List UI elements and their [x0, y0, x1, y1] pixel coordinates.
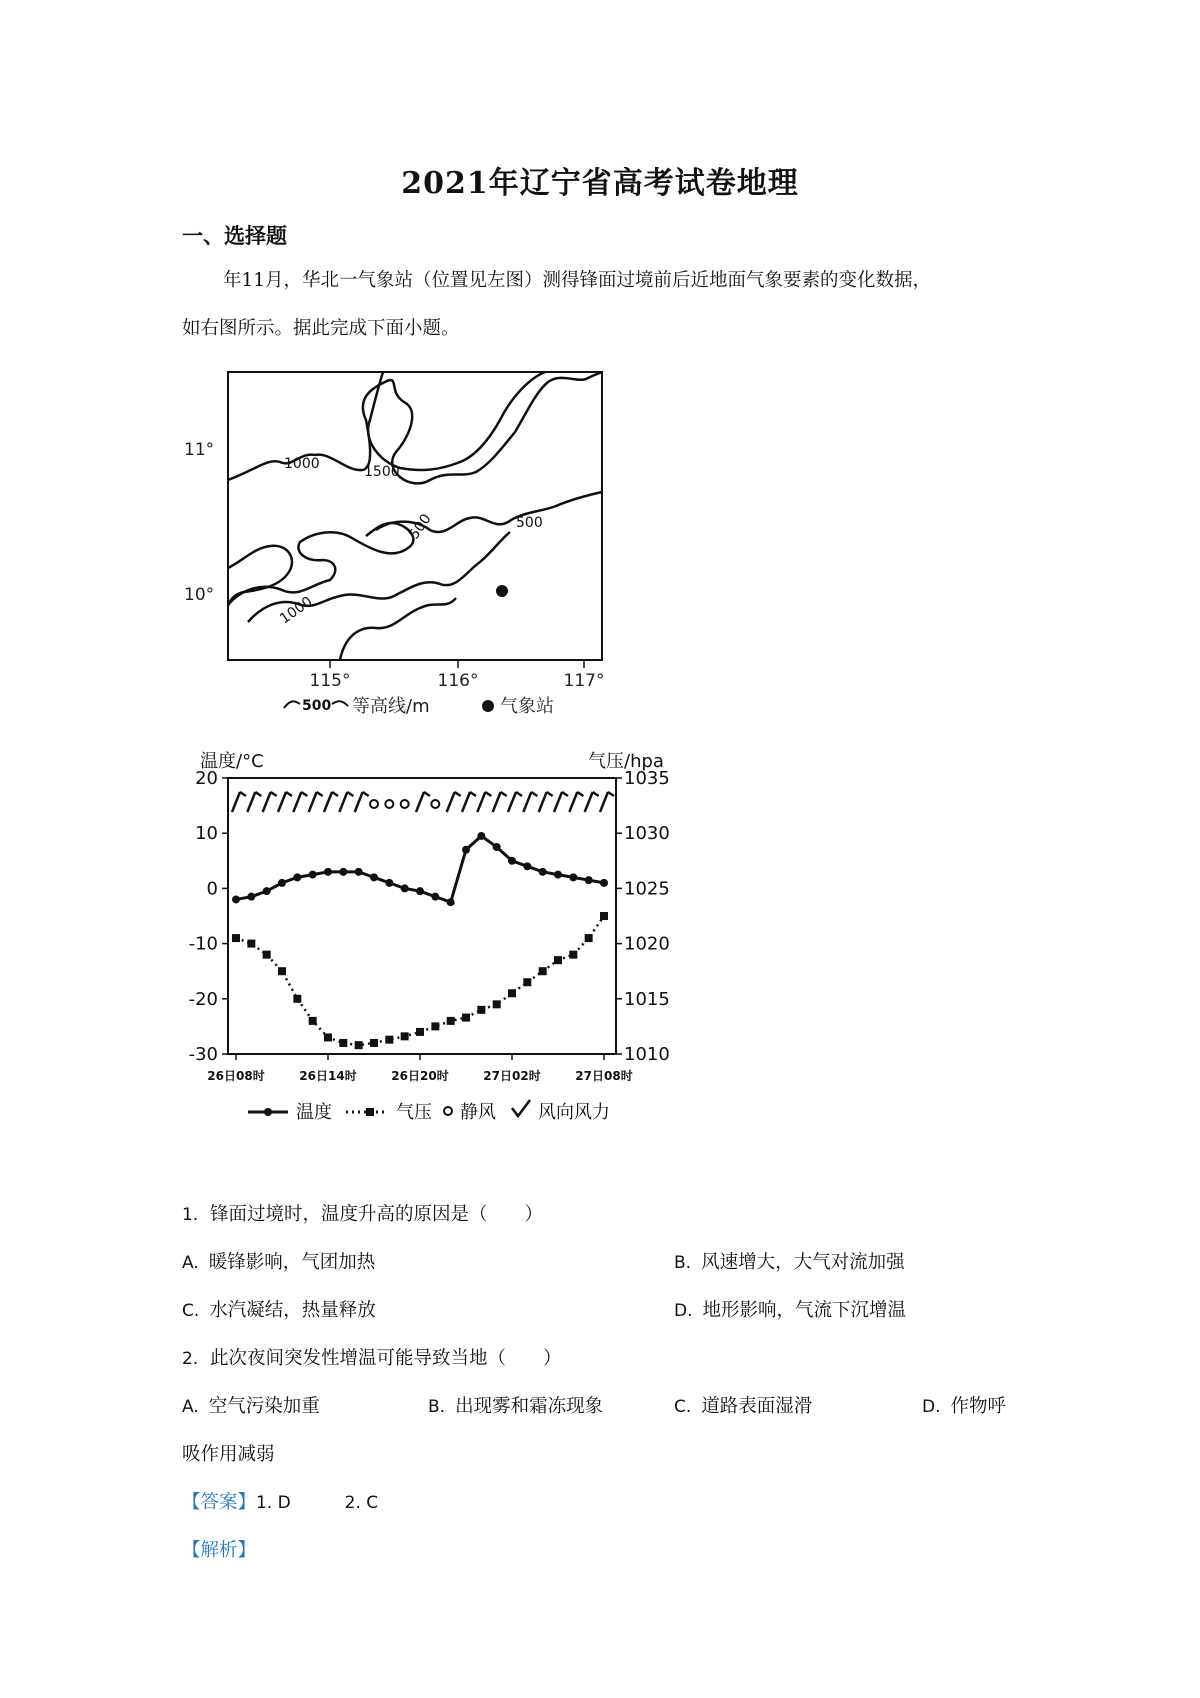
pressure-point — [462, 1014, 470, 1022]
pressure-point — [447, 1017, 455, 1025]
wind-barb-symbol — [539, 792, 553, 812]
temperature-point — [324, 868, 332, 876]
series-pressure — [232, 912, 608, 1049]
wind-barb-symbol — [232, 792, 246, 812]
temperature-point — [431, 893, 439, 901]
legend-contour-sample: 500 — [302, 698, 332, 714]
x-axis-tick-label: 27日08时 — [575, 1069, 633, 1083]
section-heading: 一、选择题 — [182, 223, 287, 248]
left-axis-tick-label: 20 — [195, 768, 218, 789]
wind-barb-symbol — [247, 792, 261, 812]
chart-plot-area — [228, 778, 616, 1054]
temperature-point — [278, 879, 286, 887]
pressure-point — [600, 912, 608, 920]
temperature-point — [508, 857, 516, 865]
wind-barb-symbol — [324, 792, 338, 812]
pressure-point — [416, 1028, 424, 1036]
pressure-point — [232, 934, 240, 942]
pressure-point — [585, 934, 593, 942]
pressure-point — [278, 967, 286, 975]
right-axis-tick-label: 1010 — [624, 1044, 670, 1065]
temperature-point — [539, 868, 547, 876]
legend-temperature: 温度 — [296, 1102, 332, 1123]
q2-option-d[interactable]: D. 作物呼 — [922, 1396, 1007, 1417]
pressure-point — [477, 1006, 485, 1014]
temperature-point — [477, 832, 485, 840]
pressure-point — [385, 1036, 393, 1044]
pressure-point — [523, 978, 531, 986]
wind-barb-symbol — [416, 792, 430, 812]
temperature-point — [232, 895, 240, 903]
wind-barb-symbol — [263, 792, 277, 812]
q1-option-d[interactable]: D. 地形影响，气流下沉增温 — [674, 1300, 907, 1321]
left-axis-tick-label: -30 — [188, 1044, 218, 1065]
pressure-point — [370, 1039, 378, 1047]
pressure-point — [247, 940, 255, 948]
temperature-point — [385, 879, 393, 887]
q1-option-a[interactable]: A. 暖锋影响，气团加热 — [182, 1252, 376, 1273]
left-axis-tick-label: -10 — [188, 933, 218, 955]
wind-barb-symbol — [355, 792, 369, 812]
pressure-point — [539, 967, 547, 975]
x-axis-tick-label: 27日02时 — [483, 1069, 541, 1083]
latitude-label: 11° — [184, 440, 215, 460]
longitude-label: 115° — [309, 671, 351, 691]
contour-label: 1000 — [284, 456, 320, 472]
right-axis-title: 气压/hpa — [588, 751, 664, 772]
analysis-label: 【解析】 — [182, 1540, 257, 1561]
contour-label: 500 — [516, 515, 543, 531]
wind-barb-symbol — [278, 792, 292, 812]
calm-wind-symbol — [370, 800, 378, 808]
contour-label: 1500 — [364, 464, 400, 480]
left-axis-tick-label: 10 — [195, 823, 218, 845]
legend-calm-wind: 静风 — [460, 1102, 496, 1123]
temperature-point — [462, 846, 470, 854]
wind-barb-symbol — [600, 792, 614, 812]
pressure-point — [508, 989, 516, 997]
x-axis-tick-label: 26日08时 — [207, 1069, 265, 1083]
pressure-point — [493, 1000, 501, 1008]
q1-option-c[interactable]: C. 水汽凝结，热量释放 — [182, 1300, 376, 1321]
pressure-point — [554, 956, 562, 964]
wind-barb-symbol — [569, 792, 583, 812]
chart-legend — [248, 1100, 610, 1123]
calm-wind-symbol — [431, 800, 439, 808]
answer-line — [182, 1488, 378, 1514]
answer-label: 【答案】 — [182, 1492, 257, 1513]
wind-symbol-row — [232, 792, 614, 812]
pressure-point — [431, 1022, 439, 1030]
latitude-label: 10° — [184, 585, 215, 605]
intro-paragraph-line2: 如右图所示。据此完成下面小题。 — [182, 318, 460, 339]
temperature-point — [523, 862, 531, 870]
temperature-point — [569, 873, 577, 881]
wind-barb-symbol — [508, 792, 522, 812]
contour-label: 500 — [406, 511, 435, 543]
pressure-point — [324, 1033, 332, 1041]
left-axis-title: 温度/°C — [200, 751, 264, 772]
temperature-point — [355, 868, 363, 876]
legend-contour-label: 等高线/m — [352, 696, 430, 717]
intro-paragraph-line1: 年11月，华北一气象站（位置见左图）测得锋面过境前后近地面气象要素的变化数据， — [223, 270, 932, 291]
temperature-point — [447, 898, 455, 906]
right-axis-tick-label: 1030 — [624, 823, 670, 845]
series-temperature — [232, 832, 608, 906]
page-title: 2021年辽宁省高考试卷地理 — [401, 166, 799, 201]
pressure-point — [263, 951, 271, 959]
longitude-label: 116° — [437, 671, 479, 691]
temperature-point — [554, 871, 562, 879]
right-axis-tick-label: 1025 — [624, 878, 670, 900]
temperature-point — [585, 876, 593, 884]
wind-barb-symbol — [447, 792, 461, 812]
calm-wind-symbol — [401, 800, 409, 808]
wind-barb-symbol — [293, 792, 307, 812]
pressure-point — [309, 1017, 317, 1025]
right-axis-tick-label: 1020 — [624, 933, 670, 955]
q2-option-a[interactable]: A. 空气污染加重 — [182, 1396, 320, 1417]
temperature-point — [293, 873, 301, 881]
temperature-point — [600, 879, 608, 887]
temperature-point — [247, 893, 255, 901]
temperature-point — [339, 868, 347, 876]
legend-station-label: 气象站 — [500, 696, 554, 717]
contour-label: 1000 — [277, 593, 316, 628]
q1-option-b[interactable]: B. 风速增大，大气对流加强 — [674, 1252, 905, 1273]
temperature-point — [416, 887, 424, 895]
pressure-point — [401, 1032, 409, 1040]
wind-barb-symbol — [339, 792, 353, 812]
left-axis-tick-label: -20 — [188, 988, 218, 1010]
pressure-point — [339, 1039, 347, 1047]
longitude-label: 117° — [563, 671, 605, 691]
answer-2: 2. C — [344, 1493, 379, 1513]
x-axis-tick-label: 26日20时 — [391, 1069, 449, 1083]
calm-wind-symbol — [385, 800, 393, 808]
temperature-point — [370, 873, 378, 881]
wind-barb-symbol — [554, 792, 568, 812]
question-2: 2. 此次夜间突发性增温可能导致当地（ ） — [182, 1348, 562, 1369]
legend-pressure: 气压 — [396, 1102, 432, 1123]
wind-barb-symbol — [309, 792, 323, 812]
question-1: 1. 锋面过境时，温度升高的原因是（ ） — [182, 1204, 544, 1225]
wind-barb-symbol — [493, 792, 507, 812]
q2-option-c[interactable]: C. 道路表面湿滑 — [674, 1396, 813, 1417]
pressure-point — [355, 1041, 363, 1049]
temperature-point — [309, 871, 317, 879]
answer-1: 1. D — [256, 1493, 291, 1513]
wind-barb-symbol — [477, 792, 491, 812]
x-axis-tick-label: 26日14时 — [299, 1069, 357, 1083]
legend-wind: 风向风力 — [538, 1102, 610, 1123]
q2-option-d-continuation: 吸作用减弱 — [182, 1444, 275, 1465]
left-axis-tick-label: 0 — [206, 878, 218, 900]
pressure-point — [569, 951, 577, 959]
wind-barb-symbol — [585, 792, 599, 812]
temperature-point — [493, 843, 501, 851]
calm-wind-icon — [444, 1107, 452, 1115]
right-axis-tick-label: 1015 — [624, 988, 670, 1010]
wind-barb-symbol — [523, 792, 537, 812]
wind-barb-symbol — [462, 792, 476, 812]
wind-barb-icon — [512, 1100, 530, 1116]
temperature-point — [263, 887, 271, 895]
pressure-point — [293, 995, 301, 1003]
q2-option-b[interactable]: B. 出现雾和霜冻现象 — [428, 1396, 604, 1417]
pressure-line — [236, 916, 604, 1045]
right-axis-tick-label: 1035 — [624, 768, 670, 789]
temperature-point — [401, 884, 409, 892]
